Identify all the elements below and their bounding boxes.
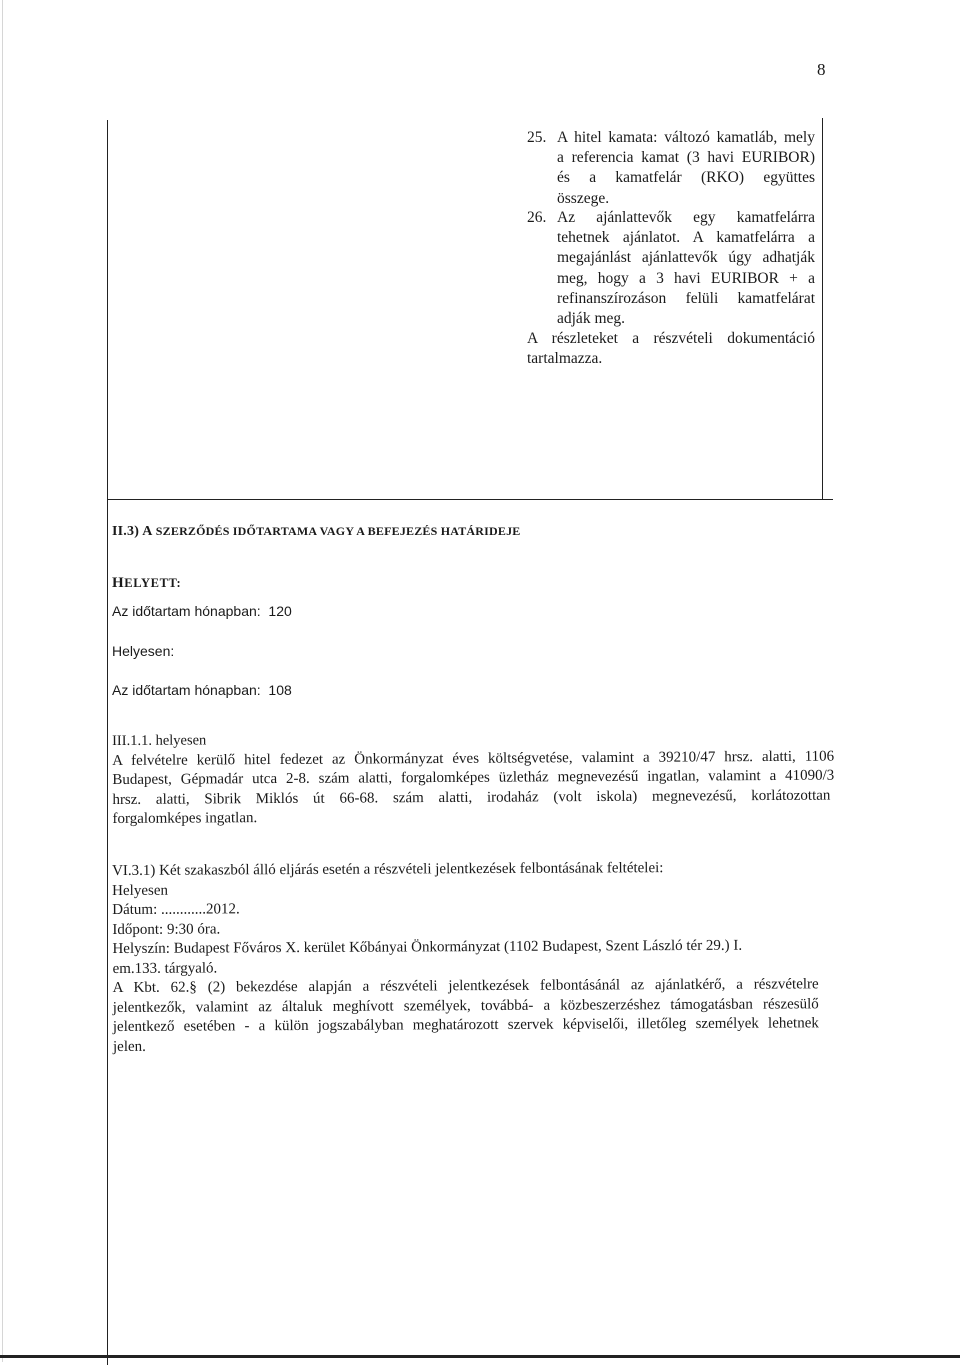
correct-label: Helyesen: bbox=[112, 643, 175, 659]
item-line: a referencia kamat (3 havi EURIBOR) bbox=[557, 149, 815, 167]
instead-label bbox=[112, 575, 181, 592]
details-note bbox=[527, 329, 815, 369]
item-line: adják meg. bbox=[557, 310, 626, 328]
time-line: Időpont: 9:30 óra. bbox=[112, 920, 221, 938]
section-VI31 bbox=[112, 858, 819, 1057]
section-number: II.3) bbox=[112, 524, 140, 539]
list-item-26 bbox=[557, 208, 815, 329]
item-line: meg, hogy a 3 havi EURIBOR + a bbox=[557, 269, 815, 287]
paragraph-line: A Kbt. 62.§ (2) bekezdése alapján a részvételi jelentkezések felbontásánál az ajánlatkérő, a részvételre bbox=[112, 976, 819, 996]
paragraph-line: Helyesen bbox=[112, 882, 169, 899]
heading-text: SZERZŐDÉS IDŐTARTAMA VAGY A BEFEJEZÉS HATÁRIDEJE bbox=[155, 524, 521, 538]
paragraph-line: Budapest, Gépmadár utca 2-8. szám alatti, forgalomképes üzletház megnevezésű ingatlan, valamint a 41090/3 bbox=[112, 767, 835, 788]
location-line: Helyszín: Budapest Főváros X. kerület Kőbányai Önkormányzat (1102 Budapest, Szent László tér 29.) I. bbox=[112, 937, 743, 957]
table-border-horizontal bbox=[107, 499, 833, 500]
paragraph-line: jelentkező esetében - a külön jogszabályban meghatározott szervek képviselői, illetőleg személyek lehetnek bbox=[112, 1015, 819, 1035]
item-line: megajánlást ajánlattevők úgy adhatják bbox=[557, 249, 815, 267]
paragraph-line: forgalomképes ingatlan. bbox=[112, 810, 258, 827]
note-line: A részleteket a részvételi dokumentáció bbox=[527, 330, 815, 347]
item-line: és a kamatfelár (RKO) együttes bbox=[557, 169, 815, 187]
paragraph-line: jelentkezők, valamint az általuk meghívott személyek, továbbá- a közbeszerzéshez támogatásban részesülő bbox=[112, 995, 819, 1016]
section-title: III.1.1. helyesen bbox=[112, 732, 207, 749]
note-line: tartalmazza. bbox=[527, 350, 603, 368]
table-border-bottom bbox=[0, 1355, 960, 1358]
paragraph-line: jelen. bbox=[112, 1038, 146, 1055]
date-line: Dátum: ............2012. bbox=[112, 901, 240, 918]
section-heading-II3 bbox=[112, 524, 521, 540]
item-line: tehetnek ajánlatot. A kamatfelárra a bbox=[557, 229, 815, 247]
item-line: összege. bbox=[557, 189, 610, 207]
paragraph-line: em.133. tárgyaló. bbox=[112, 959, 218, 977]
duration-old: Az időtartam hónapban: 120 bbox=[112, 603, 292, 619]
section-III11 bbox=[112, 728, 835, 830]
page-number: 8 bbox=[817, 60, 826, 79]
scan-edge-line bbox=[2, 0, 3, 1362]
section-title: VI.3.1) Két szakaszból álló eljárás esetén a részvételi jelentkezések felbontásának feltételei: bbox=[112, 860, 664, 879]
item-line: Az ajánlattevők egy kamatfelárra bbox=[557, 209, 815, 226]
heading-initial: A bbox=[142, 524, 153, 539]
item-line: refinanszírozáson felüli kamatfelárat bbox=[557, 289, 815, 307]
item-number: 26. bbox=[527, 209, 547, 226]
table-border-left bbox=[107, 120, 108, 1365]
instead-initial: H bbox=[112, 575, 125, 591]
paragraph-line: hrsz. alatti, Sibrik Miklós út 66-68. szám alatti, irodaház (volt iskola) megnevezésű, korlátozottan bbox=[112, 787, 831, 808]
item-number: 25. bbox=[527, 129, 547, 146]
list-item-25 bbox=[557, 128, 815, 209]
instead-text: ELYETT: bbox=[124, 576, 182, 590]
table-border-right bbox=[822, 118, 823, 500]
duration-new: Az időtartam hónapban: 108 bbox=[112, 682, 292, 698]
item-line: A hitel kamata: változó kamatláb, mely bbox=[557, 129, 815, 146]
paragraph-line: A felvételre kerülő hitel fedezet az Önkormányzat éves költségvetése, valamint a 39210/47 hrsz. alatti, 1106 bbox=[112, 748, 835, 769]
